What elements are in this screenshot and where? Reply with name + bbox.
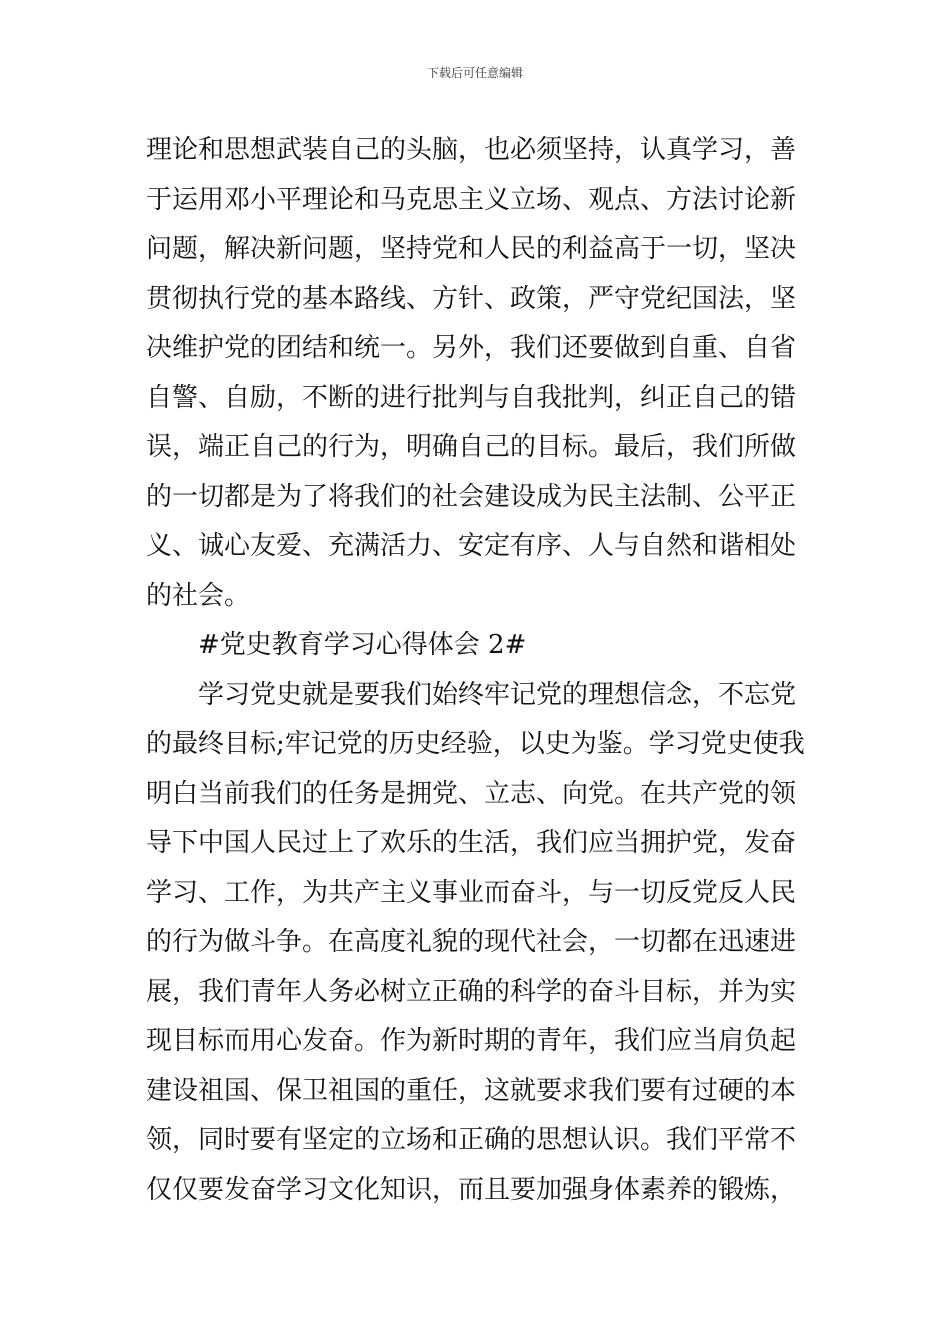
text-line: 问题，解决新问题，坚持党和人民的利益高于一切，坚决 <box>146 234 797 264</box>
text-line: 学习、工作，为共产主义事业而奋斗，与一切反党反人民 <box>146 877 797 908</box>
text-line: 仅仅要发奋学习文化知识，而且要加强身体素养的锻炼， <box>146 1174 797 1205</box>
text-line: 建设祖国、保卫祖国的重任，这就要求我们要有过硬的本 <box>146 1075 797 1106</box>
text-line: 领，同时要有坚定的立场和正确的思想认识。我们平常不 <box>146 1125 797 1155</box>
text-line: 的最终目标;牢记党的历史经验，以史为鉴。学习党史使我 <box>146 729 805 759</box>
text-line: 于运用邓小平理论和马克思主义立场、观点、方法讨论新 <box>146 184 797 215</box>
text-line: 的社会。 <box>146 580 251 611</box>
text-line: 的一切都是为了将我们的社会建设成为民主法制、公平正 <box>146 481 797 512</box>
text-line: 贯彻执行党的基本路线、方针、政策，严守党纪国法，坚 <box>146 283 797 314</box>
document-body <box>146 126 806 1215</box>
text-line: 误，端正自己的行为，明确自己的目标。最后，我们所做 <box>146 432 797 462</box>
text-line: 现目标而用心发奋。作为新时期的青年，我们应当肩负起 <box>146 1026 797 1056</box>
page-header: 下载后可任意编辑 <box>426 66 523 80</box>
text-line: 明白当前我们的任务是拥党、立志、向党。在共产党的领 <box>146 778 797 809</box>
text-line: 自警、自励，不断的进行批判与自我批判，纠正自己的错 <box>146 382 797 413</box>
paragraph-first-line: 学习党史就是要我们始终牢记党的理想信念，不忘党 <box>198 679 797 710</box>
text-line: 义、诚心友爱、充满活力、安定有序、人与自然和谐相处 <box>146 531 797 561</box>
text-line: 导下中国人民过上了欢乐的生活，我们应当拥护党，发奋 <box>146 828 797 858</box>
text-line: 理论和思想武装自己的头脑，也必须坚持，认真学习，善 <box>146 135 797 165</box>
text-line: 的行为做斗争。在高度礼貌的现代社会，一切都在迅速进 <box>146 927 797 957</box>
text-line: 决维护党的团结和统一。另外，我们还要做到自重、自省 <box>146 333 797 363</box>
section-heading: #党史教育学习心得体会 2# <box>198 630 527 660</box>
text-line: 展，我们青年人务必树立正确的科学的奋斗目标，并为实 <box>146 976 797 1007</box>
